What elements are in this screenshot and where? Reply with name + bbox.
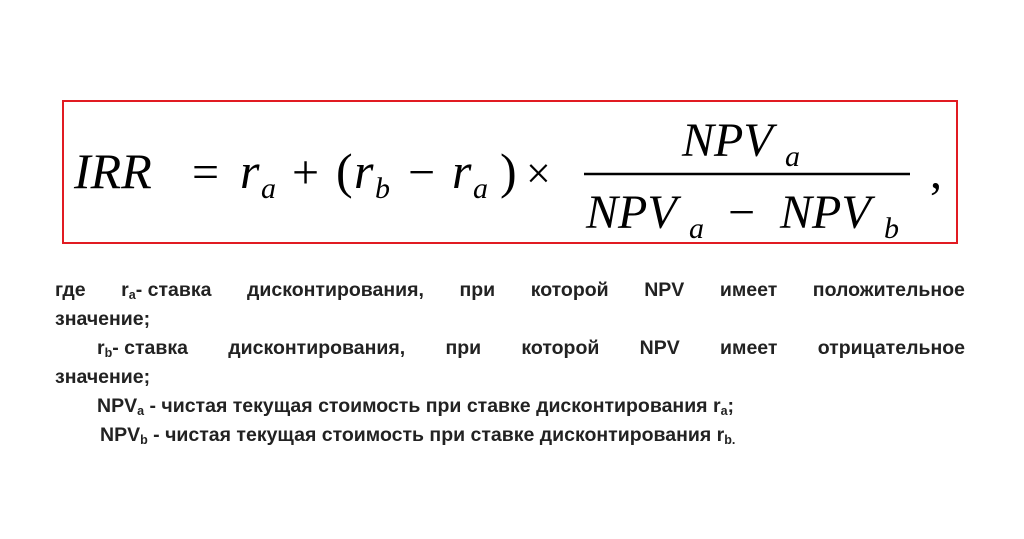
- definitions: [55, 276, 965, 450]
- word: дисконтирования,: [228, 337, 406, 359]
- definition-npva: $NPV_a$ - чистая текущая стоимость при ставке дисконтирования $r_a$;: [97, 395, 735, 418]
- formula-plus: +: [292, 146, 320, 199]
- formula-r-b: r: [354, 143, 374, 199]
- denominator-npv-b: NPV: [780, 186, 871, 239]
- formula-r-a-2-sub: a: [473, 172, 488, 205]
- definition-rb-line-1: [55, 334, 965, 363]
- denominator-npv-b-sub: b: [884, 212, 899, 245]
- word: дисконтирования,: [247, 279, 424, 301]
- word: $r_a-$ ставка: [121, 279, 212, 302]
- formula-lhs: IRR: [74, 143, 152, 199]
- definition-rb-line-2: значение;: [55, 366, 151, 388]
- definition-npvb: $NPV_b$ - чистая текущая стоимость при ставке дисконтирования $r_{b.}$: [100, 424, 736, 447]
- word: имеет: [719, 279, 778, 301]
- word: $r_b-$ ставка: [97, 337, 188, 360]
- numerator-npv: NPV: [682, 114, 773, 167]
- denominator-npv-a-sub: a: [689, 212, 704, 245]
- word: при: [445, 337, 482, 359]
- formula-rparen: ): [500, 143, 517, 199]
- formula-box: [62, 100, 958, 244]
- formula-r-a-sub: a: [261, 172, 276, 205]
- formula-equals: =: [192, 146, 220, 199]
- definition-ra-line-1: [55, 276, 965, 305]
- formula-minus-1: −: [408, 146, 436, 199]
- word: имеет: [720, 337, 778, 359]
- formula-lparen: (: [336, 143, 353, 199]
- word: NPV: [644, 279, 685, 301]
- formula-r-b-sub: b: [375, 172, 390, 205]
- word: которой: [521, 337, 600, 359]
- word: положительное: [812, 279, 965, 301]
- irr-formula: [64, 102, 960, 246]
- denominator-minus: −: [728, 186, 756, 239]
- word: где: [55, 279, 86, 301]
- definition-ra-line-2: значение;: [55, 308, 151, 330]
- formula-r-a-2: r: [452, 143, 472, 199]
- formula-comma: ,: [930, 146, 942, 199]
- numerator-npv-sub: a: [785, 140, 800, 173]
- word: отрицательное: [817, 337, 965, 359]
- word: которой: [530, 279, 609, 301]
- formula-r-a: r: [240, 143, 260, 199]
- word: при: [459, 279, 496, 301]
- formula-times: ×: [526, 149, 551, 198]
- word: NPV: [639, 337, 680, 359]
- denominator-npv-a: NPV: [586, 186, 677, 239]
